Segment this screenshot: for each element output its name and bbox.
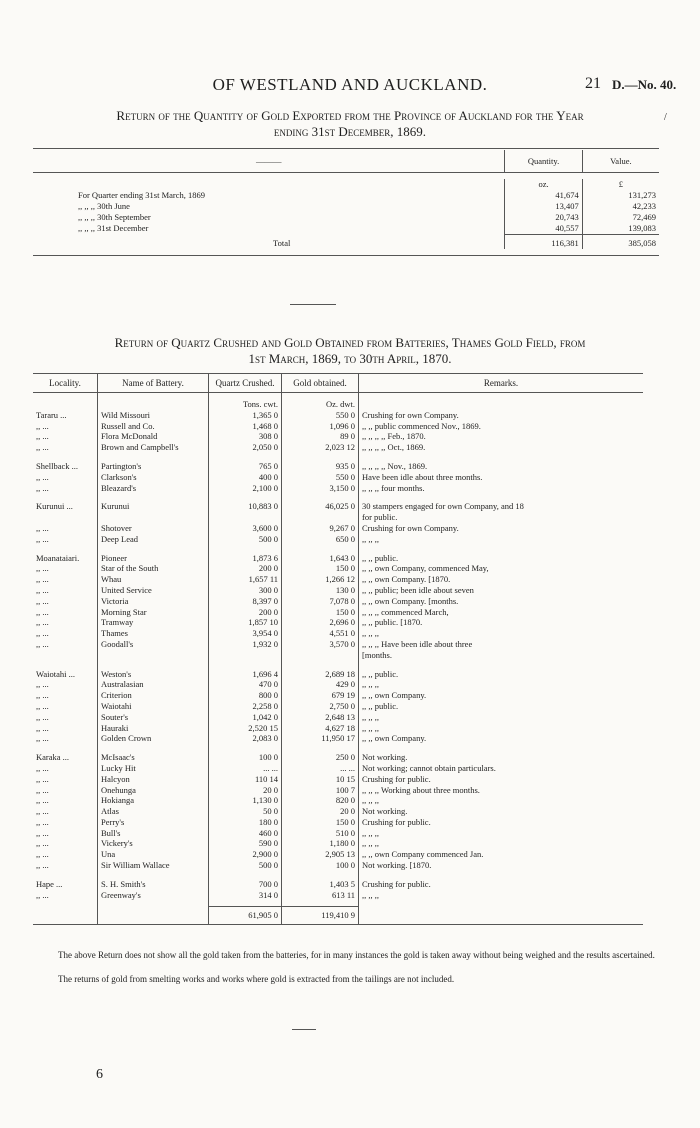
locality-cell: Kurunui ... <box>33 501 98 512</box>
table-row <box>33 512 643 523</box>
battery-name-cell: Golden Crown <box>98 733 209 744</box>
quartz-crushed-cell: 400 0 <box>209 472 282 483</box>
locality-cell: ,, ... <box>33 785 98 796</box>
battery-name-cell: Vickery's <box>98 838 209 849</box>
table-row <box>33 890 643 901</box>
gold-obtained-cell: ... ... <box>282 763 359 774</box>
gold-obtained-cell: 150 0 <box>282 817 359 828</box>
battery-name-cell: Atlas <box>98 806 209 817</box>
table-row: ,, ,, ,, 30th September 20,743 72,469 <box>33 212 659 223</box>
gold-obtained-cell: 935 0 <box>282 461 359 472</box>
remarks-cell: Not working. <box>362 752 408 763</box>
table-row <box>33 679 643 690</box>
remarks-header: Remarks. <box>359 374 644 393</box>
table-row <box>33 849 643 860</box>
gold-obtained-cell: 150 0 <box>282 563 359 574</box>
locality-cell: ,, ... <box>33 523 98 534</box>
quartz-crushed-cell <box>209 512 282 523</box>
quartz-total-row <box>33 906 643 924</box>
table-row <box>33 472 643 483</box>
gold-obtained-cell: 2,750 0 <box>282 701 359 712</box>
locality-cell: ,, ... <box>33 628 98 639</box>
bottom-divider <box>292 1029 316 1030</box>
quartz-crushed-cell: 180 0 <box>209 817 282 828</box>
battery-name-cell: Tramway <box>98 617 209 628</box>
locality-cell: ,, ... <box>33 617 98 628</box>
quartz-crushed-cell: 20 0 <box>209 785 282 796</box>
locality-cell: ,, ... <box>33 890 98 901</box>
battery-name-cell: Waiotahi <box>98 701 209 712</box>
total-quartz: 61,905 0 <box>209 906 282 924</box>
battery-name-cell: Deep Lead <box>98 534 209 545</box>
remarks-cell: ,, ,, ,, <box>362 838 379 849</box>
table-row <box>33 607 643 618</box>
remarks-cell: ,, ,, public; been idle about seven <box>362 584 474 595</box>
gold-obtained-cell: 11,950 17 <box>282 733 359 744</box>
battery-name-cell: Clarkson's <box>98 472 209 483</box>
table-row <box>33 785 643 796</box>
table-row <box>33 860 643 871</box>
table-row <box>33 828 643 839</box>
quartz-crushed-cell: 1,365 0 <box>209 410 282 421</box>
gold-obtained-cell <box>282 512 359 523</box>
battery-name-cell: Lucky Hit <box>98 763 209 774</box>
table-row <box>33 628 643 639</box>
battery-name-cell: Onehunga <box>98 785 209 796</box>
table-row <box>33 483 643 494</box>
quartz-crushed-cell: 2,258 0 <box>209 701 282 712</box>
quartz-crushed-cell: 1,696 4 <box>209 669 282 680</box>
battery-name-cell <box>98 650 209 661</box>
remarks-cell: ,, ,, public. <box>362 700 399 711</box>
locality-cell: ,, ... <box>33 421 98 432</box>
remarks-cell: ,, ,, ,, commenced March, <box>362 606 449 617</box>
remarks-cell: ,, ,, public. <box>362 552 399 563</box>
locality-cell <box>33 512 98 523</box>
battery-name-cell: Star of the South <box>98 563 209 574</box>
gold-obtained-cell: 1,643 0 <box>282 553 359 564</box>
battery-name-cell: Perry's <box>98 817 209 828</box>
gold-obtained-cell: 510 0 <box>282 828 359 839</box>
gold-obtained-cell: 250 0 <box>282 752 359 763</box>
battery-name-cell: Australasian <box>98 679 209 690</box>
table-row <box>33 838 643 849</box>
battery-name-cell: Una <box>98 849 209 860</box>
remarks-cell: ,, ,, ,, Working about three months. <box>362 784 480 795</box>
remarks-cell: ,, ,, public. [1870. <box>362 617 423 628</box>
battery-name-cell: Halcyon <box>98 774 209 785</box>
battery-name-cell: McIsaac's <box>98 752 209 763</box>
remarks-cell: ,, ,, ,, <box>362 889 379 900</box>
quartz-crushed-cell: 500 0 <box>209 534 282 545</box>
remarks-cell: ,, ,, own Company. <box>362 733 427 744</box>
remarks-cell: ,, ,, own Company commenced Jan. <box>362 849 484 860</box>
value-header: Value. <box>610 155 632 166</box>
locality-cell: ,, ... <box>33 712 98 723</box>
gold-obtained-cell: 89 0 <box>282 431 359 442</box>
table-row <box>33 723 643 734</box>
battery-name-cell: Souter's <box>98 712 209 723</box>
locality-cell: Karaka ... <box>33 752 98 763</box>
gold-obtained-cell: 100 0 <box>282 860 359 871</box>
battery-name-cell: United Service <box>98 585 209 596</box>
table-row <box>33 733 643 744</box>
gold-obtained-cell: 3,150 0 <box>282 483 359 494</box>
battery-name-cell: Bull's <box>98 828 209 839</box>
locality-cell: ,, ... <box>33 483 98 494</box>
quartz-table <box>33 373 643 927</box>
gold-obtained-cell: 150 0 <box>282 607 359 618</box>
quartz-crushed-cell: 314 0 <box>209 890 282 901</box>
battery-name-cell <box>98 512 209 523</box>
remarks-cell: Not working. <box>362 806 408 817</box>
quartz-crushed-cell: 8,397 0 <box>209 596 282 607</box>
remarks-cell: for public. <box>362 512 398 523</box>
quartz-crushed-cell: 200 0 <box>209 563 282 574</box>
table-row: ,, ,, ,, 31st December 40,557 139,083 <box>33 223 659 235</box>
battery-name-cell: Partington's <box>98 461 209 472</box>
remarks-cell: Crushing for public. <box>362 878 431 889</box>
battery-name-cell: Shotover <box>98 523 209 534</box>
locality-cell <box>33 650 98 661</box>
battery-name-cell: Russell and Co. <box>98 421 209 432</box>
gold-obtained-cell: 429 0 <box>282 679 359 690</box>
quartz-crushed-cell: 1,657 11 <box>209 574 282 585</box>
gold-obtained-cell: 100 7 <box>282 785 359 796</box>
gold-export-table <box>33 148 659 256</box>
remarks-cell: ,, ,, ,, Have been idle about three <box>362 638 473 649</box>
locality-header: Locality. <box>33 374 98 393</box>
table-row <box>33 752 643 763</box>
quartz-crushed-cell: 700 0 <box>209 879 282 890</box>
locality-cell: ,, ... <box>33 607 98 618</box>
remarks-cell: Crushing for own Company. <box>362 522 459 533</box>
remarks-cell: ,, ,, own Company. <box>362 690 427 701</box>
table-row <box>33 501 643 512</box>
locality-cell: ,, ... <box>33 733 98 744</box>
locality-cell: Waiotahi ... <box>33 669 98 680</box>
gold-obtained-cell: 7,078 0 <box>282 596 359 607</box>
footer-number: 6 <box>96 1067 103 1082</box>
table-row <box>33 763 643 774</box>
battery-header: Name of Battery. <box>98 374 209 393</box>
document-reference: D.—No. 40. <box>612 77 677 92</box>
battery-name-cell: Thames <box>98 628 209 639</box>
gold-obtained-cell: 1,403 5 <box>282 879 359 890</box>
locality-cell: ,, ... <box>33 431 98 442</box>
section-divider <box>290 304 336 305</box>
gold-obtained-cell: 550 0 <box>282 410 359 421</box>
quartz-crushed-cell: 3,954 0 <box>209 628 282 639</box>
footnote-2: The returns of gold from smelting works and works where gold is extracted from the tailings are not included. <box>58 974 455 984</box>
battery-name-cell: Hauraki <box>98 723 209 734</box>
battery-name-cell: Victoria <box>98 596 209 607</box>
table-row <box>33 701 643 712</box>
quartz-crushed-cell: 2,083 0 <box>209 733 282 744</box>
remarks-cell: Crushing for public. <box>362 816 431 827</box>
gold-obtained-cell: 550 0 <box>282 472 359 483</box>
table-row <box>33 817 643 828</box>
quartz-crushed-cell: 100 0 <box>209 752 282 763</box>
locality-cell: ,, ... <box>33 679 98 690</box>
table-row <box>33 650 643 661</box>
locality-cell: ,, ... <box>33 849 98 860</box>
locality-cell: ,, ... <box>33 795 98 806</box>
locality-cell: ,, ... <box>33 690 98 701</box>
table-row <box>33 421 643 432</box>
locality-cell: ,, ... <box>33 596 98 607</box>
gold-obtained-cell: 46,025 0 <box>282 501 359 512</box>
quartz-crushed-cell: 2,900 0 <box>209 849 282 860</box>
table-row <box>33 585 643 596</box>
table-row <box>33 639 643 650</box>
table-row <box>33 461 643 472</box>
table-row: ,, ,, ,, 30th June 13,407 42,233 <box>33 201 659 212</box>
quartz-crushed-cell: 3,600 0 <box>209 523 282 534</box>
remarks-cell: ,, ,, ,, ,, Nov., 1869. <box>362 460 428 471</box>
locality-cell: Moanataiari. <box>33 553 98 564</box>
gold-obtained-cell: 20 0 <box>282 806 359 817</box>
battery-name-cell: Whau <box>98 574 209 585</box>
quartz-crushed-cell: 470 0 <box>209 679 282 690</box>
quartz-crushed-cell: 2,100 0 <box>209 483 282 494</box>
gold-obtained-cell: 4,627 18 <box>282 723 359 734</box>
quartz-crushed-cell: 1,873 6 <box>209 553 282 564</box>
table-row <box>33 431 643 442</box>
remarks-cell: ,, ,, ,, <box>362 679 379 690</box>
value-unit: £ <box>618 179 623 189</box>
quartz-crushed-cell: 500 0 <box>209 860 282 871</box>
quartz-crushed-header: Quartz Crushed. <box>209 374 282 393</box>
remarks-cell: ,, ,, ,, <box>362 795 379 806</box>
remarks-cell: ,, ,, own Company. [1870. <box>362 574 451 585</box>
page-title: OF WESTLAND AND AUCKLAND. <box>212 75 488 94</box>
table-row <box>33 712 643 723</box>
gold-export-title-line2: ending 31st December, 1869. <box>273 124 427 139</box>
remarks-cell: ,, ,, own Company, commenced May, <box>362 563 489 574</box>
gold-obtained-cell: 1,266 12 <box>282 574 359 585</box>
gold-obtained-cell: 4,551 0 <box>282 628 359 639</box>
battery-name-cell: Hokianga <box>98 795 209 806</box>
locality-cell: ,, ... <box>33 534 98 545</box>
battery-name-cell: Pioneer <box>98 553 209 564</box>
quartz-crushed-cell <box>209 650 282 661</box>
table-row <box>33 774 643 785</box>
quartz-crushed-cell: 10,883 0 <box>209 501 282 512</box>
gold-obtained-cell: 613 11 <box>282 890 359 901</box>
locality-cell: ,, ... <box>33 860 98 871</box>
quartz-title-line2: 1st March, 1869, to 30th April, 1870. <box>248 351 452 366</box>
quartz-crushed-cell: 2,050 0 <box>209 442 282 453</box>
gold-obtained-cell <box>282 650 359 661</box>
table-row <box>33 669 643 680</box>
locality-cell: ,, ... <box>33 585 98 596</box>
table-row <box>33 574 643 585</box>
quartz-crushed-cell: 460 0 <box>209 828 282 839</box>
remarks-cell: ,, ,, public. <box>362 668 399 679</box>
remarks-cell: ,, ,, public commenced Nov., 1869. <box>362 420 481 431</box>
locality-cell: ,, ... <box>33 817 98 828</box>
remarks-cell: Crushing for public. <box>362 773 431 784</box>
quartz-crushed-cell: 1,932 0 <box>209 639 282 650</box>
locality-cell: ,, ... <box>33 763 98 774</box>
battery-name-cell: Weston's <box>98 669 209 680</box>
locality-cell: Hape ... <box>33 879 98 890</box>
gold-unit: Oz. dwt. <box>282 393 359 410</box>
quartz-crushed-cell: 800 0 <box>209 690 282 701</box>
total-gold: 119,410 9 <box>282 906 359 924</box>
battery-name-cell: Morning Star <box>98 607 209 618</box>
gold-obtained-cell: 130 0 <box>282 585 359 596</box>
gold-obtained-cell: 2,023 12 <box>282 442 359 453</box>
gold-obtained-cell: 650 0 <box>282 534 359 545</box>
locality-cell: ,, ... <box>33 723 98 734</box>
gold-obtained-cell: 1,096 0 <box>282 421 359 432</box>
remarks-cell: ,, ,, ,, <box>362 628 379 639</box>
gold-obtained-cell: 2,689 18 <box>282 669 359 680</box>
page-number: 21 <box>585 75 601 92</box>
gold-obtained-cell: 820 0 <box>282 795 359 806</box>
quantity-unit: oz. <box>505 179 582 190</box>
quartz-crushed-cell: 50 0 <box>209 806 282 817</box>
remarks-cell: ,, ,, ,, <box>362 711 379 722</box>
battery-name-cell: Kurunui <box>98 501 209 512</box>
remarks-cell: ,, ,, ,, <box>362 722 379 733</box>
table-row <box>33 442 643 453</box>
locality-cell: ,, ... <box>33 774 98 785</box>
battery-name-cell: Bleazard's <box>98 483 209 494</box>
quartz-crushed-cell: 110 14 <box>209 774 282 785</box>
quartz-crushed-cell: 200 0 <box>209 607 282 618</box>
table-row: For Quarter ending 31st March, 1869 41,674 131,273 <box>33 190 659 201</box>
table-row <box>33 690 643 701</box>
battery-name-cell: Wild Missouri <box>98 410 209 421</box>
quartz-crushed-cell: 1,130 0 <box>209 795 282 806</box>
quartz-crushed-cell: 765 0 <box>209 461 282 472</box>
table-row <box>33 553 643 564</box>
table-row <box>33 617 643 628</box>
quartz-title-line1: Return of Quartz Crushed and Gold Obtained from Batteries, Thames Gold Field, from <box>114 335 586 350</box>
table-row <box>33 563 643 574</box>
remarks-cell: ,, ,, ,, ,, Feb., 1870. <box>362 431 426 442</box>
total-row: Total 116,381 385,058 <box>33 235 659 250</box>
remarks-cell: Have been idle about three months. <box>362 471 483 482</box>
gold-obtained-header: Gold obtained. <box>282 374 359 393</box>
table-row <box>33 410 643 421</box>
quartz-crushed-cell: 2,520 15 <box>209 723 282 734</box>
locality-cell: Tararu ... <box>33 410 98 421</box>
table-row <box>33 795 643 806</box>
gold-obtained-cell: 2,648 13 <box>282 712 359 723</box>
locality-cell: ,, ... <box>33 806 98 817</box>
battery-name-cell: Sir William Wallace <box>98 860 209 871</box>
battery-name-cell: S. H. Smith's <box>98 879 209 890</box>
gold-obtained-cell: 1,180 0 <box>282 838 359 849</box>
locality-cell: Shellback ... <box>33 461 98 472</box>
remarks-cell: ,, ,, ,, ,, Oct., 1869. <box>362 442 426 453</box>
battery-name-cell: Greenway's <box>98 890 209 901</box>
table-row <box>33 534 643 545</box>
gold-obtained-cell: 679 19 <box>282 690 359 701</box>
gold-export-blank-header: ——— <box>33 150 505 173</box>
remarks-cell: ,, ,, ,, four months. <box>362 482 425 493</box>
locality-cell: ,, ... <box>33 838 98 849</box>
quartz-crushed-cell: 1,042 0 <box>209 712 282 723</box>
quartz-crushed-cell: 1,857 10 <box>209 617 282 628</box>
table-row <box>33 806 643 817</box>
quantity-header: Quantity. <box>505 150 582 173</box>
remarks-cell: Not working. [1870. <box>362 860 432 871</box>
margin-mark: / <box>664 112 667 123</box>
gold-obtained-cell: 9,267 0 <box>282 523 359 534</box>
locality-cell: ,, ... <box>33 472 98 483</box>
footnote-1: The above Return does not show all the gold taken from the batteries, for in many instances the gold is taken away without being weighed and the results ascertained. <box>58 950 655 960</box>
remarks-cell: ,, ,, own Company. [months. <box>362 595 459 606</box>
battery-name-cell: Criterion <box>98 690 209 701</box>
remarks-cell: 30 stampers engaged for own Company, and 18 <box>362 501 524 512</box>
table-row <box>33 596 643 607</box>
quartz-crushed-cell: 1,468 0 <box>209 421 282 432</box>
gold-obtained-cell: 3,570 0 <box>282 639 359 650</box>
locality-cell: ,, ... <box>33 701 98 712</box>
gold-obtained-cell: 2,905 13 <box>282 849 359 860</box>
battery-name-cell: Goodall's <box>98 639 209 650</box>
quartz-crushed-cell: 300 0 <box>209 585 282 596</box>
table-row <box>33 879 643 890</box>
locality-cell: ,, ... <box>33 828 98 839</box>
quartz-title <box>30 335 670 367</box>
table-row <box>33 523 643 534</box>
remarks-cell: ,, ,, ,, <box>362 533 379 544</box>
battery-name-cell: Brown and Campbell's <box>98 442 209 453</box>
battery-name-cell: Flora McDonald <box>98 431 209 442</box>
remarks-cell: [months. <box>362 649 392 660</box>
locality-cell: ,, ... <box>33 563 98 574</box>
quartz-crushed-cell: 308 0 <box>209 431 282 442</box>
locality-cell: ,, ... <box>33 574 98 585</box>
gold-obtained-cell: 2,696 0 <box>282 617 359 628</box>
quartz-crushed-cell: 590 0 <box>209 838 282 849</box>
locality-cell: ,, ... <box>33 442 98 453</box>
gold-obtained-cell: 10 15 <box>282 774 359 785</box>
remarks-cell: ,, ,, ,, <box>362 827 379 838</box>
gold-export-title-line1: Return of the Quantity of Gold Exported from the Province of Auckland for the Year <box>116 108 584 123</box>
locality-cell: ,, ... <box>33 639 98 650</box>
quartz-unit: Tons. cwt. <box>209 393 282 410</box>
quartz-crushed-cell: ... ... <box>209 763 282 774</box>
remarks-cell: Not working; cannot obtain particulars. <box>362 762 496 773</box>
gold-export-title <box>30 108 670 140</box>
remarks-cell: Crushing for own Company. <box>362 409 459 420</box>
